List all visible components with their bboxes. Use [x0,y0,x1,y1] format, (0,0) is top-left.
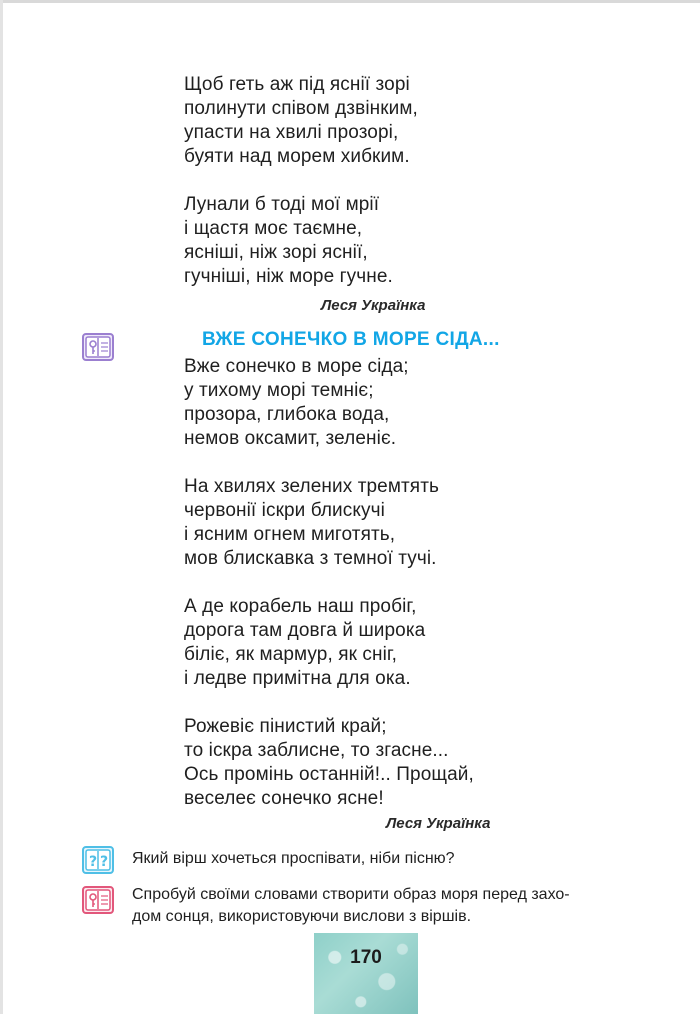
poem-line: дорога там довга й широка [184,620,426,641]
poem-1-author: Леся Українка [321,297,426,314]
question-2 [132,884,570,928]
book-key-pink-icon [82,886,114,914]
poem-line: упасти на хвилі прозорі, [184,122,399,143]
poem-line: ясніші, ніж зорі яснії, [184,242,368,263]
poem-2 [184,355,474,811]
poem-line: мов блискавка з темної тучі. [184,548,437,569]
stanza [184,193,418,289]
poem-1 [184,73,418,289]
question-2-line-2: дом сонця, використовуючи вислови з віршів. [132,908,472,925]
stanza [184,475,474,571]
poem-line: червонії іскри блискучі [184,500,385,521]
poem-line: веселеє сонечко ясне! [184,788,384,809]
poem-line: Ось промінь останній!.. Прощай, [184,764,474,785]
poem-line: Вже сонечко в море сіда; [184,356,409,377]
poem-2-author: Леся Українка [386,815,491,832]
poem-line: то іскра заблисне, то згасне... [184,740,449,761]
poem-2-title: ВЖЕ СОНЕЧКО В МОРЕ СІДА... [202,329,500,350]
page-number-badge [314,933,418,1014]
page-top-edge [0,0,700,3]
page-left-edge [0,0,3,1014]
poem-line: А де корабель наш пробіг, [184,596,417,617]
poem-line: гучніші, ніж море гучне. [184,266,393,287]
book-question-icon [82,846,114,874]
svg-text:?: ? [100,854,109,870]
poem-line: і ледве примітна для ока. [184,668,411,689]
poem-line: Рожевіє пінистий край; [184,716,387,737]
poem-line: буяти над морем хибким. [184,146,410,167]
poem-line: і щастя моє таємне, [184,218,363,239]
page-number: 170 [350,947,382,968]
poem-line: полинути співом дзвінким, [184,98,418,119]
svg-text:?: ? [89,854,98,870]
poem-line: біліє, як мармур, як сніг, [184,644,398,665]
poem-line: На хвилях зелених тремтять [184,476,439,497]
poem-line: у тихому морі темніє; [184,380,374,401]
poem-line: Щоб геть аж під яснії зорі [184,74,410,95]
question-1: Який вірш хочеться проспівати, ніби пісню? [132,850,455,867]
book-key-icon [82,333,114,361]
poem-line: і ясним огнем миготять, [184,524,396,545]
poem-line: прозора, глибока вода, [184,404,390,425]
poem-line: немов оксамит, зеленіє. [184,428,397,449]
stanza [184,355,474,451]
poem-line: Лунали б тоді мої мрії [184,194,380,215]
stanza [184,73,418,169]
stanza [184,715,474,811]
question-2-line-1: Спробуй своїми словами створити образ моря перед захо- [132,886,570,903]
stanza [184,595,474,691]
